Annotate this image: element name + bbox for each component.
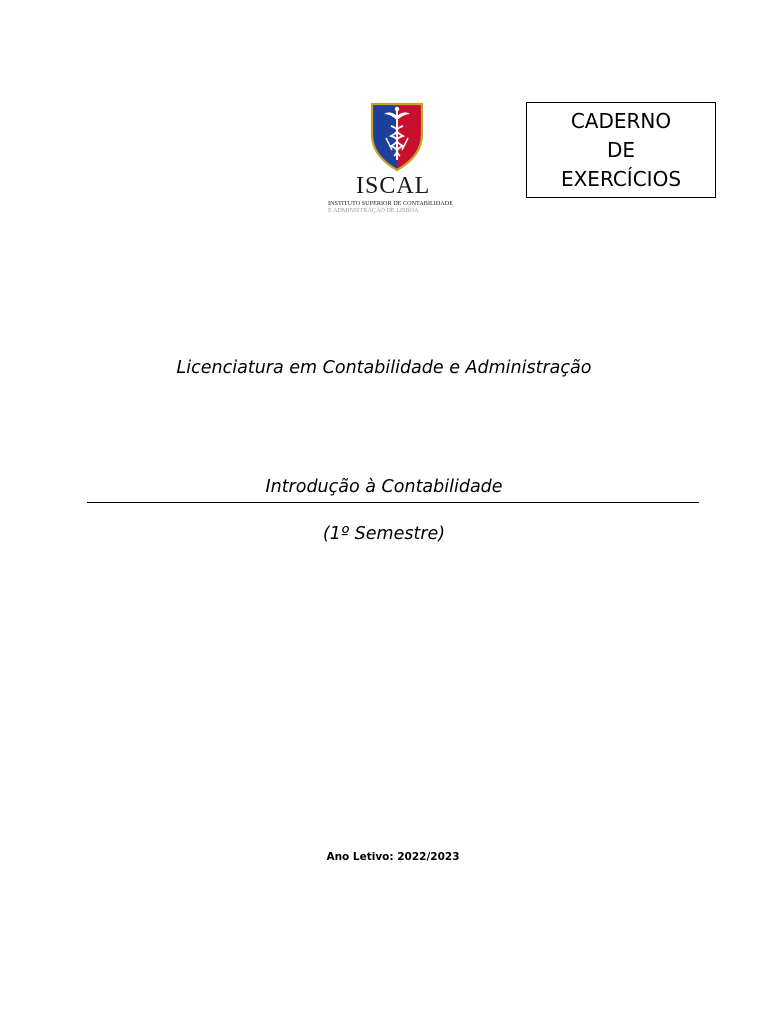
horizontal-divider [87,502,699,503]
degree-heading: Licenciatura em Contabilidade e Administração [176,358,592,378]
title-line-3: EXERCÍCIOS [560,166,682,191]
logo-subtitle-line2: E ADMINISTRAÇÃO DE LISBOA [328,207,419,214]
academic-year: Ano Letivo: 2022/2023 [326,851,460,863]
title-line-1: CADERNO [570,108,672,133]
institution-logo [326,100,466,216]
semester-label: (1º Semestre) [322,524,446,544]
course-title: Introdução à Contabilidade [265,477,503,497]
title-line-2: DE [606,137,636,162]
logo-wordmark: ISCAL [356,173,431,199]
shield-caduceus-icon [370,100,424,172]
document-title-box [526,102,716,198]
logo-subtitle-line1: INSTITUTO SUPERIOR DE CONTABILIDADE [328,200,454,207]
